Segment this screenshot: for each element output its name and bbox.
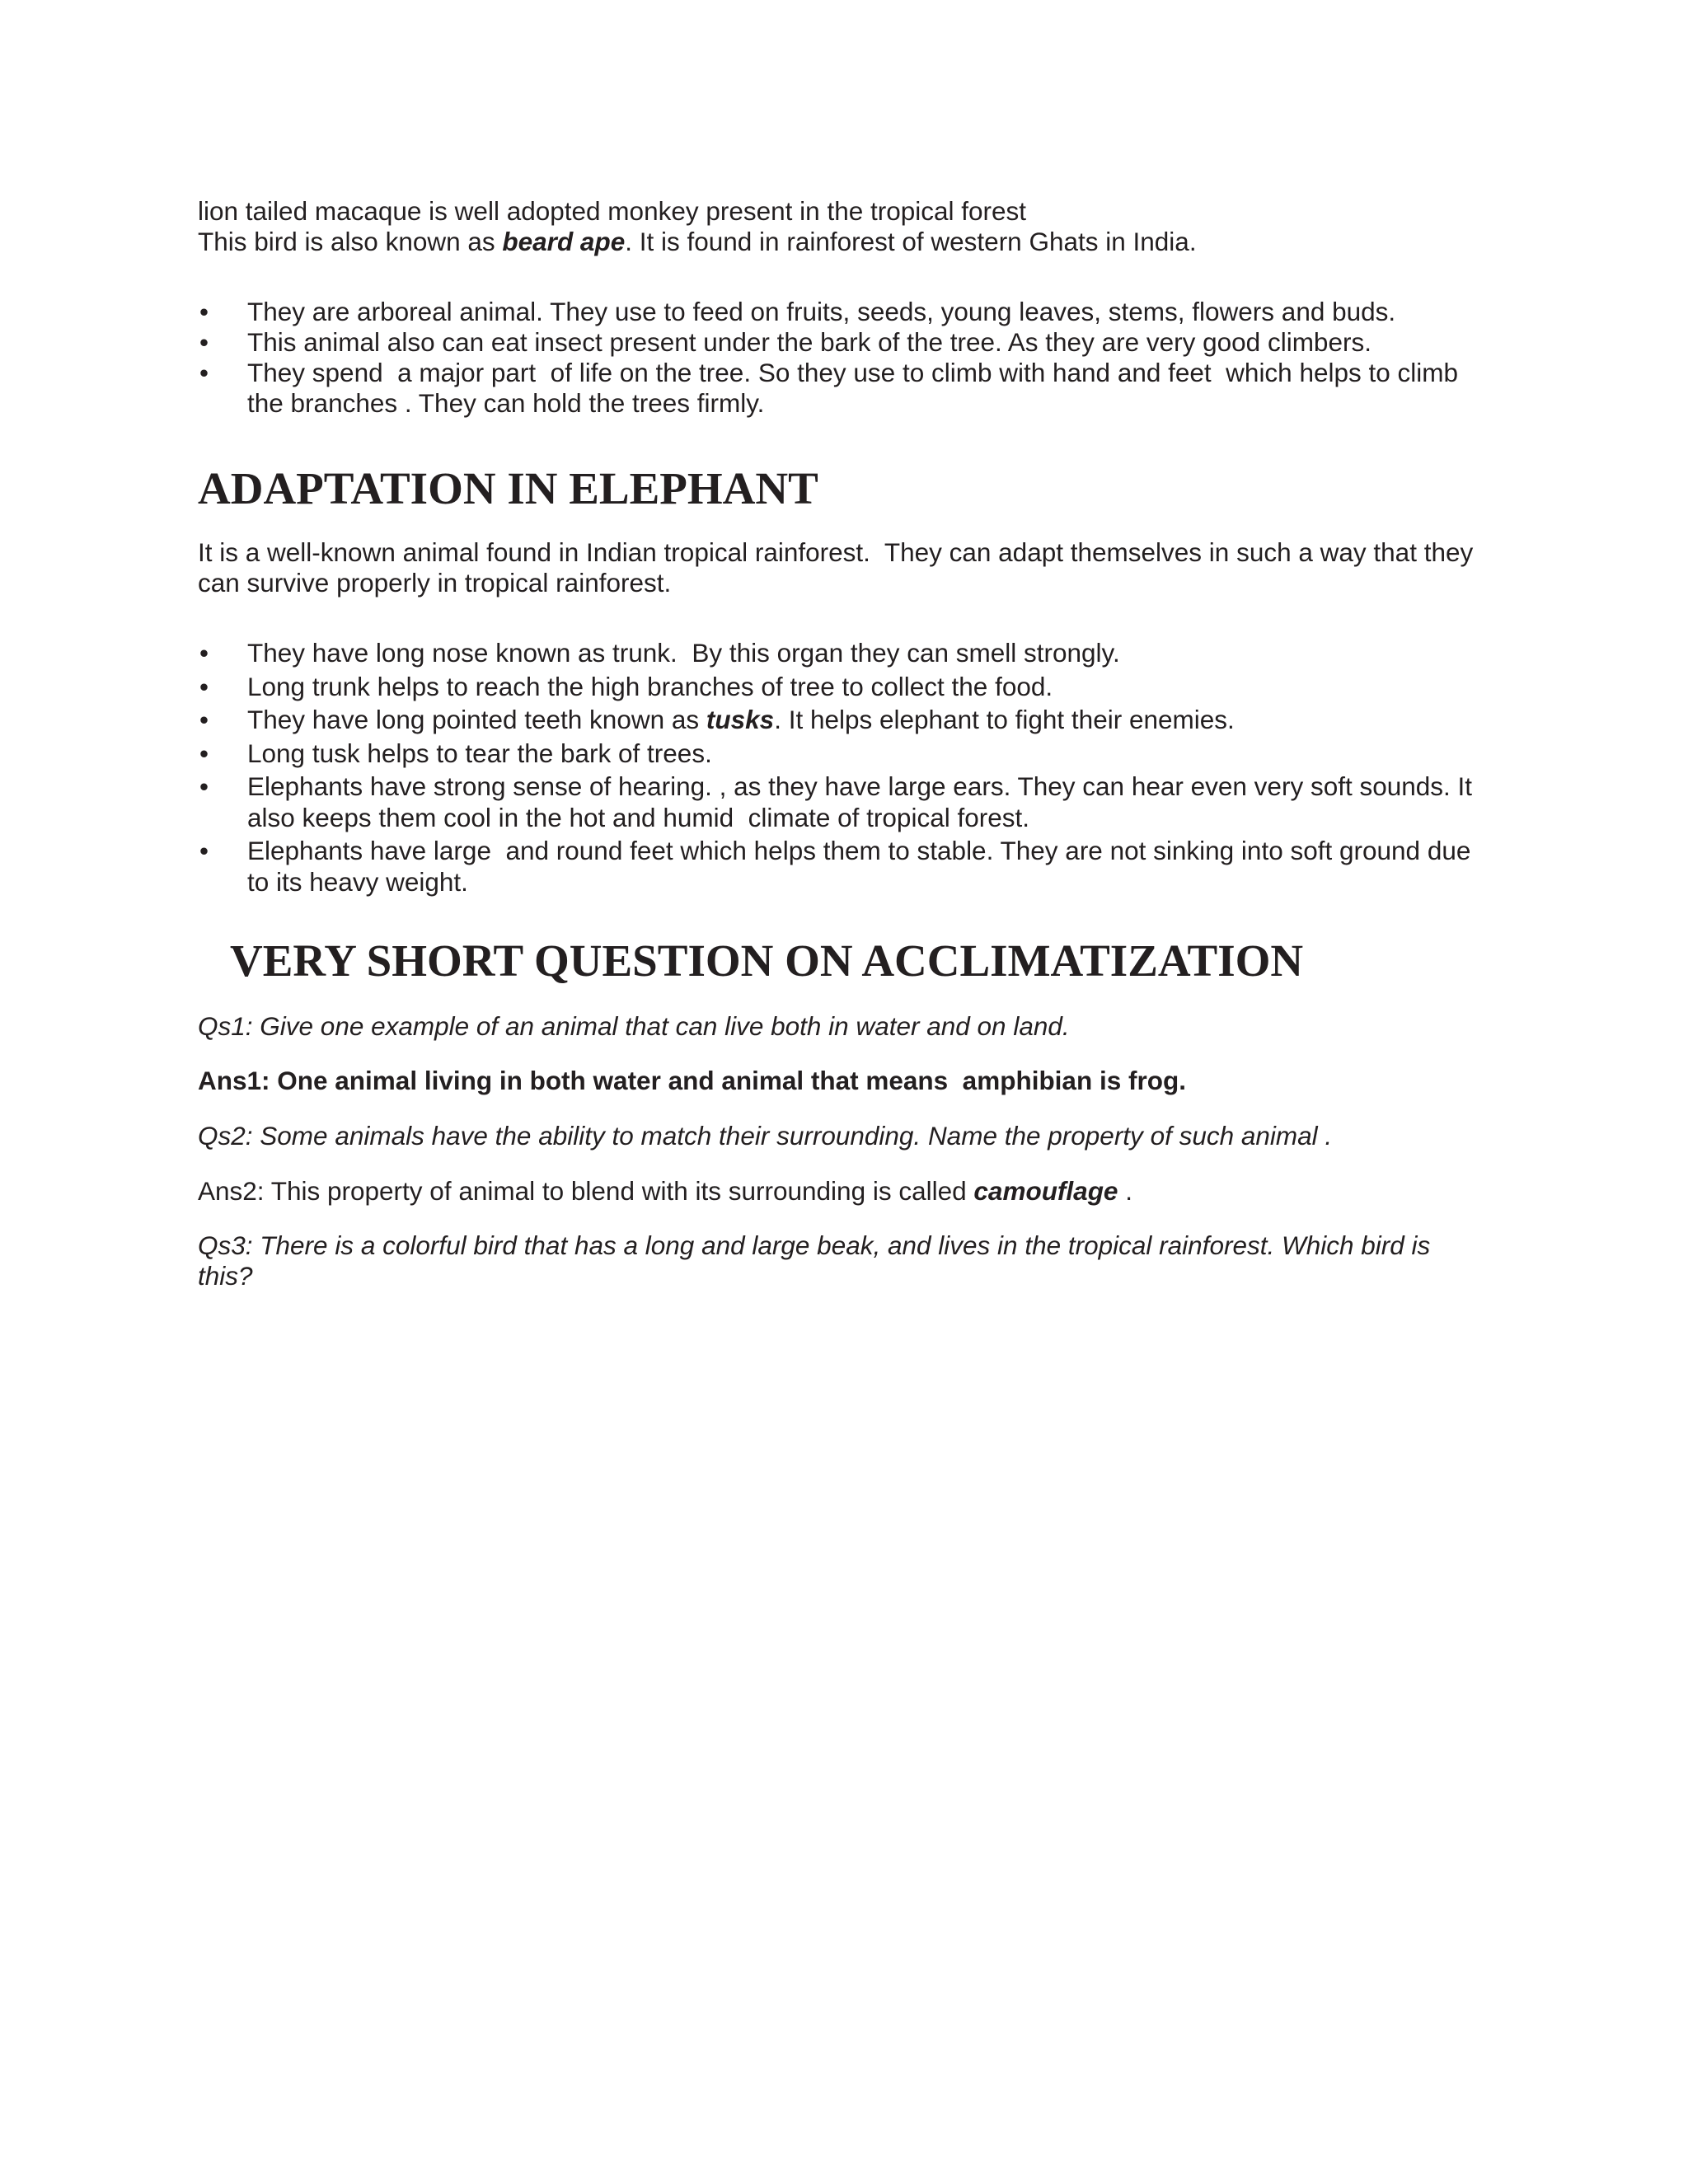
- questions-heading: VERY SHORT QUESTION ON ACCLIMATIZATION: [230, 935, 1304, 986]
- bullet-icon: •: [199, 358, 209, 387]
- bullet-icon: •: [199, 327, 209, 357]
- list-item: • They are arboreal animal. They use to feed on fruits, seeds, young leaves, stems, flowers and buds.: [199, 297, 1396, 326]
- intro-line-1: lion tailed macaque is well adopted monkey present in the tropical forest: [198, 196, 1027, 226]
- list-item: • Long trunk helps to reach the high branches of tree to collect the food.: [199, 671, 1053, 701]
- macaque-bullet-list: [198, 297, 1484, 419]
- question-1: Qs1: Give one example of an animal that can live both in water and on land.: [198, 1011, 1070, 1041]
- bullet-icon: •: [199, 671, 209, 701]
- intro-paragraph: [198, 196, 1484, 257]
- answer-2: Ans2: This property of animal to blend with its surrounding is called camouflage .: [198, 1176, 1132, 1206]
- bullet-icon: •: [199, 836, 209, 865]
- bullet-icon: •: [199, 705, 209, 734]
- list-item: • Long tusk helps to tear the bark of trees.: [199, 738, 712, 768]
- bullet-icon: •: [199, 771, 209, 801]
- elephant-heading: ADAPTATION IN ELEPHANT: [198, 463, 818, 513]
- list-item: • Elephants have large and round feet which helps them to stable. They are not sinking into soft ground due to its heavy weight.: [199, 836, 1479, 897]
- question-2: Qs2: Some animals have the ability to match their surrounding. Name the property of such animal .: [198, 1121, 1333, 1151]
- elephant-bullet-list: [198, 638, 1484, 898]
- list-item: • They have long nose known as trunk. By this organ they can smell strongly.: [199, 638, 1120, 668]
- list-item: • They spend a major part of life on the tree. So they use to climb with hand and feet which helps to climb the branches . They can hold the trees firmly.: [199, 358, 1465, 418]
- intro-line-2: This bird is also known as beard ape. It is found in rainforest of western Ghats in India.: [198, 227, 1197, 256]
- tusks-term: tusks: [706, 705, 775, 734]
- elephant-intro: It is a well-known animal found in Indian tropical rainforest. They can adapt themselves in such a way that they can survive properly in tropical rainforest.: [198, 537, 1481, 598]
- bullet-icon: •: [199, 738, 209, 768]
- list-item: • Elephants have strong sense of hearing. , as they have large ears. They can hear even very soft sounds. It also keeps them cool in the hot and humid climate of tropical forest.: [199, 771, 1479, 832]
- list-item: • They have long pointed teeth known as tusks. It helps elephant to fight their enemies.: [199, 705, 1235, 734]
- answer-1: Ans1: One animal living in both water and animal that means amphibian is frog.: [198, 1066, 1186, 1095]
- bullet-icon: •: [199, 297, 209, 326]
- list-item: • This animal also can eat insect present under the bark of the tree. As they are very good climbers.: [199, 327, 1372, 357]
- camouflage-term: camouflage: [973, 1176, 1118, 1206]
- beard-ape-term: beard ape: [502, 227, 626, 256]
- question-3: Qs3: There is a colorful bird that has a long and large beak, and lives in the tropical rainforest. Which bird is this?: [198, 1230, 1438, 1291]
- bullet-icon: •: [199, 638, 209, 668]
